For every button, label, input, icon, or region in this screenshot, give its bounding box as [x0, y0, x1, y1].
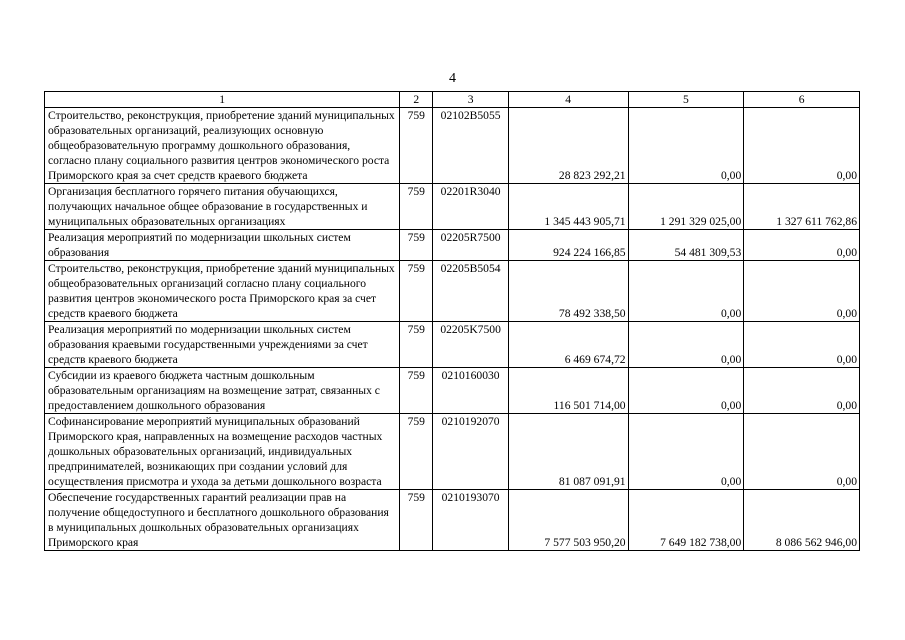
row-grbs-code: 759 — [400, 108, 433, 184]
row-grbs-code: 759 — [400, 490, 433, 551]
row-value-col6: 0,00 — [744, 414, 860, 490]
row-name: Организация бесплатного горячего питания обучающихся, получающих начальное общее образование в государственных и муниципальных образовательных организациях — [45, 184, 400, 230]
row-name: Строительство, реконструкция, приобретение зданий муниципальных общеобразовательных организаций согласно плану социального развития центров экономического роста Приморского края за счет средств краевого бюджета — [45, 261, 400, 322]
page-number: 4 — [449, 71, 456, 86]
table-row — [45, 414, 860, 490]
row-kcsr-code: 0210160030 — [433, 368, 508, 414]
row-value-col4: 1 345 443 905,71 — [508, 184, 628, 230]
row-kcsr-code: 02205R7500 — [433, 230, 508, 261]
row-value-col6: 0,00 — [744, 230, 860, 261]
row-value-col6: 8 086 562 946,00 — [744, 490, 860, 551]
column-header-1: 1 — [45, 92, 400, 108]
row-value-col5: 7 649 182 738,00 — [628, 490, 744, 551]
column-header-5: 5 — [628, 92, 744, 108]
row-kcsr-code: 02205В5054 — [433, 261, 508, 322]
row-value-col6: 0,00 — [744, 368, 860, 414]
column-header-6: 6 — [744, 92, 860, 108]
row-value-col6: 1 327 611 762,86 — [744, 184, 860, 230]
row-value-col4: 7 577 503 950,20 — [508, 490, 628, 551]
row-name: Реализация мероприятий по модернизации школьных систем образования — [45, 230, 400, 261]
table-row — [45, 490, 860, 551]
row-kcsr-code: 02102В5055 — [433, 108, 508, 184]
row-value-col4: 6 469 674,72 — [508, 322, 628, 368]
row-grbs-code: 759 — [400, 184, 433, 230]
column-header-4: 4 — [508, 92, 628, 108]
table-row — [45, 230, 860, 261]
row-value-col4: 78 492 338,50 — [508, 261, 628, 322]
table-row — [45, 368, 860, 414]
row-value-col6: 0,00 — [744, 322, 860, 368]
row-grbs-code: 759 — [400, 414, 433, 490]
row-grbs-code: 759 — [400, 368, 433, 414]
row-name: Субсидии из краевого бюджета частным дошкольным образовательным организациям на возмещение затрат, связанных с предоставлением дошкольного образования — [45, 368, 400, 414]
row-name: Строительство, реконструкция, приобретение зданий муниципальных образовательных организаций, реализующих основную общеобразовательную программу дошкольного образования, согласно плану социального развития центров экономического роста Приморского края за счет средств краевого бюджета — [45, 108, 400, 184]
column-header-2: 2 — [400, 92, 433, 108]
table-row — [45, 261, 860, 322]
row-value-col4: 28 823 292,21 — [508, 108, 628, 184]
row-value-col5: 0,00 — [628, 414, 744, 490]
row-value-col5: 0,00 — [628, 368, 744, 414]
row-kcsr-code: 0210193070 — [433, 490, 508, 551]
row-kcsr-code: 0210192070 — [433, 414, 508, 490]
budget-table — [44, 91, 860, 551]
row-value-col5: 54 481 309,53 — [628, 230, 744, 261]
table-row — [45, 108, 860, 184]
row-value-col5: 0,00 — [628, 108, 744, 184]
table-header-row — [45, 92, 860, 108]
row-name: Обеспечение государственных гарантий реализации прав на получение общедоступного и бесплатного дошкольного образования в муниципальных дошкольных образовательных организациях Приморского края — [45, 490, 400, 551]
row-value-col4: 81 087 091,91 — [508, 414, 628, 490]
row-grbs-code: 759 — [400, 230, 433, 261]
row-grbs-code: 759 — [400, 322, 433, 368]
row-value-col5: 0,00 — [628, 261, 744, 322]
row-name: Софинансирование мероприятий муниципальных образований Приморского края, направленных на возмещение расходов частных дошкольных образовательных организаций, индивидуальных предпринимателей, возникающих при создании условий для осуществления присмотра и ухода за детьми дошкольного возраста — [45, 414, 400, 490]
row-value-col4: 924 224 166,85 — [508, 230, 628, 261]
row-value-col6: 0,00 — [744, 261, 860, 322]
row-kcsr-code: 02205K7500 — [433, 322, 508, 368]
table-row — [45, 322, 860, 368]
row-value-col5: 1 291 329 025,00 — [628, 184, 744, 230]
row-value-col5: 0,00 — [628, 322, 744, 368]
row-value-col6: 0,00 — [744, 108, 860, 184]
row-name: Реализация мероприятий по модернизации школьных систем образования краевыми государственными учреждениями за счет средств краевого бюджета — [45, 322, 400, 368]
row-value-col4: 116 501 714,00 — [508, 368, 628, 414]
row-kcsr-code: 02201R3040 — [433, 184, 508, 230]
table-row — [45, 184, 860, 230]
column-header-3: 3 — [433, 92, 508, 108]
row-grbs-code: 759 — [400, 261, 433, 322]
